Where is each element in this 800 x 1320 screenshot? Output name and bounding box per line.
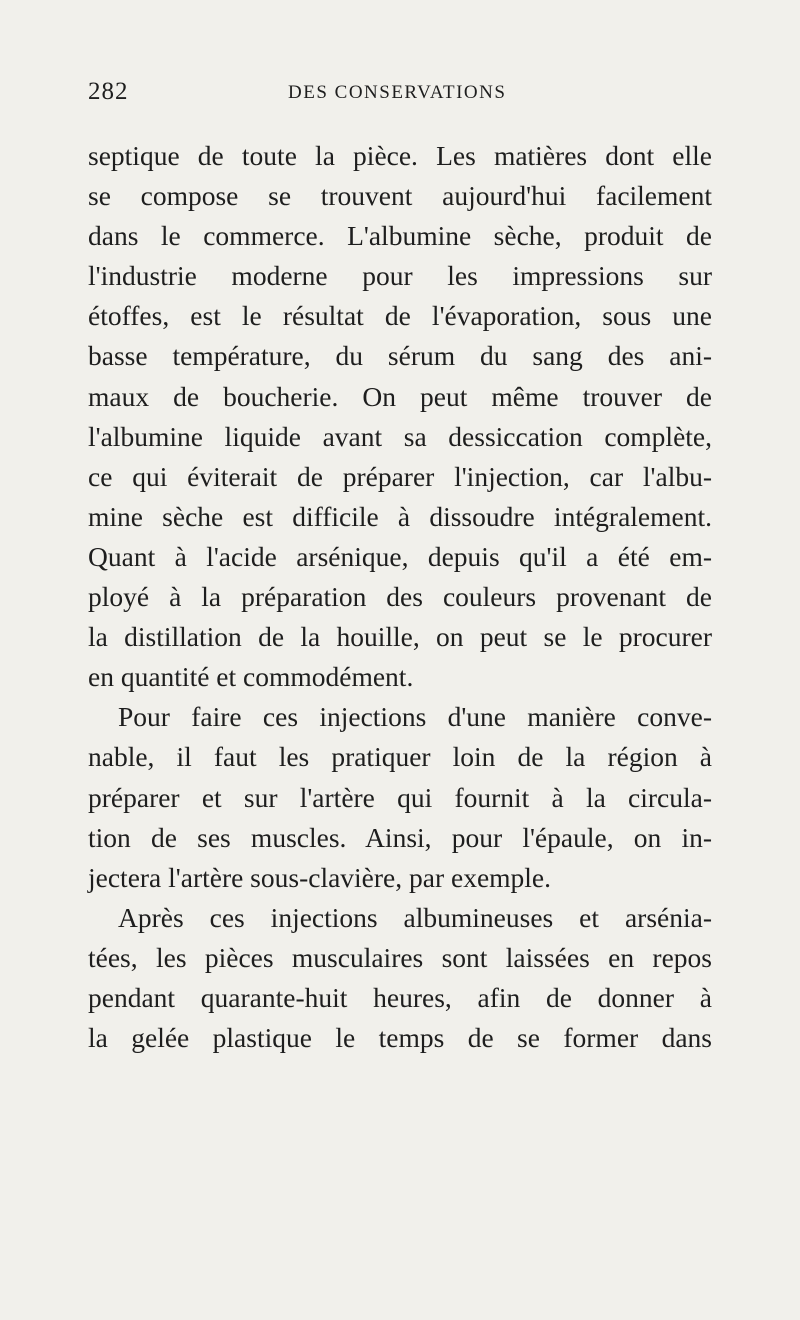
text-line: dans le commerce. L'albumine sèche, produit de [88,220,712,252]
page-number: 282 [88,78,129,105]
text-line: la distillation de la houille, on peut se le procurer [88,621,712,653]
text-line: étoffes, est le résultat de l'évaporation, sous une [88,300,712,332]
text-line: basse température, du sérum du sang des ani- [88,340,712,372]
text-line: Pour faire ces injections d'une manière conve- [118,701,712,733]
text-line: mine sèche est difficile à dissoudre intégralement. [88,500,712,532]
text-line: en quantité et commodément. [88,661,414,693]
page-header [88,78,728,118]
text-line: ployé à la préparation des couleurs provenant de [88,581,712,613]
text-line: maux de boucherie. On peut même trouver de [88,380,712,412]
running-head: DES CONSERVATIONS [288,82,507,103]
text-line: Après ces injections albumineuses et arsénia- [118,901,712,933]
text-line: la gelée plastique le temps de se former dans [88,1022,712,1054]
text-line: tées, les pièces musculaires sont laissées en repos [88,941,712,973]
text-line: ce qui éviterait de préparer l'injection, car l'albu- [88,460,712,492]
text-line: préparer et sur l'artère qui fournit à la circula- [88,781,712,813]
text-line: nable, il faut les pratiquer loin de la région à [88,741,712,773]
text-line: septique de toute la pièce. Les matières dont elle [88,140,712,171]
body-text [88,136,712,1058]
text-line: tion de ses muscles. Ainsi, pour l'épaule, on in- [88,821,712,853]
text-line: l'industrie moderne pour les impressions sur [88,260,712,292]
text-line: se compose se trouvent aujourd'hui facilement [88,180,712,212]
text-line: pendant quarante-huit heures, afin de donner à [88,981,712,1013]
text-line: jectera l'artère sous-clavière, par exemple. [88,861,552,893]
text-line: l'albumine liquide avant sa dessiccation complète, [88,420,712,452]
text-line: Quant à l'acide arsénique, depuis qu'il a été em- [88,540,712,572]
